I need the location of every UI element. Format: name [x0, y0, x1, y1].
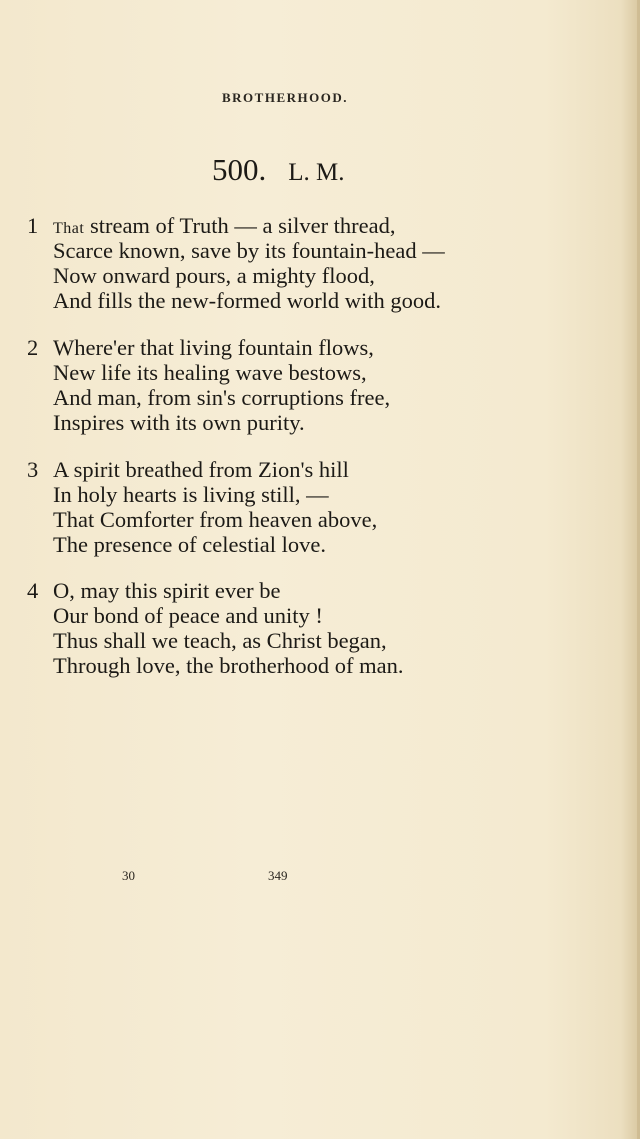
signature-mark: 30	[122, 868, 135, 883]
stanza-4	[27, 578, 404, 678]
small-caps-word: That	[53, 220, 85, 237]
stanza-line	[53, 213, 445, 238]
running-head: BROTHERHOOD.	[222, 90, 348, 105]
stanza-line: And fills the new-formed world with good.	[53, 288, 442, 313]
stanza-line: Scarce known, save by its fountain-head —	[53, 238, 445, 263]
stanza-number: 1	[27, 213, 39, 238]
stanza-line: Our bond of peace and unity !	[53, 603, 323, 628]
stanza-line: Thus shall we teach, as Christ began,	[53, 628, 387, 653]
hymn-meter: L. M.	[288, 159, 345, 186]
stanza-line: O, may this spirit ever be	[53, 578, 281, 603]
stanza-3	[27, 457, 377, 557]
stanza-line: New life its healing wave bestows,	[53, 360, 367, 385]
stanza-1	[27, 213, 445, 313]
hymn-number: 500.	[212, 152, 267, 187]
stanza-line: Where'er that living fountain flows,	[53, 335, 374, 360]
stanza-line: Now onward pours, a mighty flood,	[53, 263, 375, 288]
stanza-number: 4	[27, 578, 39, 603]
stanza-2	[27, 335, 390, 435]
stanza-line: That Comforter from heaven above,	[53, 507, 378, 532]
stanza-line: And man, from sin's corruptions free,	[53, 385, 391, 410]
page-number: 349	[268, 868, 288, 883]
stanza-line: A spirit breathed from Zion's hill	[53, 457, 349, 482]
stanza-line: Inspires with its own purity.	[53, 410, 305, 435]
stanza-number: 2	[27, 335, 39, 360]
hymn-heading	[212, 152, 345, 188]
line-text: stream of Truth — a silver thread,	[84, 213, 396, 238]
stanza-line: The presence of celestial love.	[53, 532, 326, 557]
stanza-line: In holy hearts is living still, —	[53, 482, 329, 507]
stanza-line: Through love, the brotherhood of man.	[53, 653, 404, 678]
stanza-number: 3	[27, 457, 39, 482]
